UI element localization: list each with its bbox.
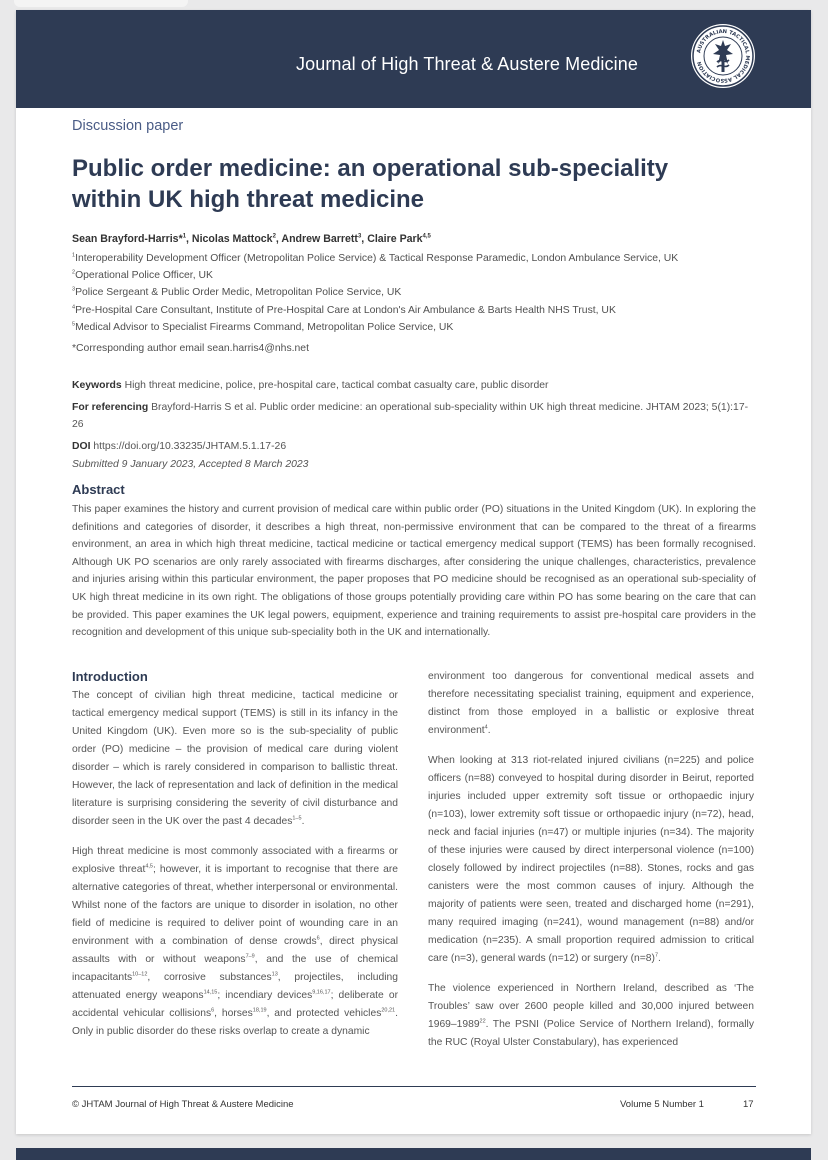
paragraph: The concept of civilian high threat medicine, tactical medicine or tactical emergency medical support (TEMS) is still in its infancy in the United Kingdom (UK). Even more so is the sub-speciality of public order (PO) medicine – the provision of medical care during violent disorder – which is rarely considered in comparison to ballistic threat. However, the lack of representation and lack of definition in the medical literature is surprising considering the severity of civil disturbance and disorder seen in the UK over the past 4 decades$^{1-5}$.	[72, 690, 398, 827]
footer-copyright: © JHTAM Journal of High Threat & Austere Medicine	[72, 1099, 294, 1110]
footer-divider	[72, 1086, 756, 1087]
article-title	[72, 153, 752, 215]
page-number: 17	[743, 1099, 754, 1110]
author-name: Nicolas Mattock	[191, 233, 273, 245]
keywords: Keywords High threat medicine, police, pre-hospital care, tactical combat casualty care, public disorder	[72, 380, 549, 391]
paragraph: When looking at 313 riot-related injured civilians (n=225) and police officers (n=88) conveyed to hospital during disorder in Beirut, reported injuries included upper extremity soft tissue or orthopaedic injury (n=103), lower extremity soft tissue or orthopaedic injury (n=72), head, neck and facial injuries (n=47) or multiple injuries (n=34). The majority of these injuries were caused by direct interpersonal violence (n=100) closely followed by indirect projectiles (n=88). Stones, rocks and gas canisters were the most common causes of injury. Although the majority of patients were seen, treated and discharged home (n=291), many required imaging (n=241), wound management (n=88) and/or medication (n=235). A small proportion required admission to critical care (n=3), general wards (n=12) or surgery (n=8)$^7$.	[428, 755, 754, 964]
footer-volume: Volume 5 Number 1	[620, 1099, 704, 1110]
article-title-line-1: Public order medicine: an operational sub-speciality	[72, 155, 669, 182]
author-list: Sean Brayford-Harris*$^1$, Nicolas Mattock$^2$, Andrew Barrett$^3$, Claire Park$^{4,5}$	[72, 233, 431, 245]
author-name: Claire Park	[367, 233, 423, 245]
referencing: For referencing Brayford-Harris S et al. Public order medicine: an operational sub-speciality within UK high threat medicine. JHTAM 2023; 5(1):17-26	[72, 402, 749, 430]
journal-title: Journal of High Threat & Austere Medicine	[296, 54, 638, 74]
affiliation: $^2$Operational Police Officer, UK	[72, 269, 213, 281]
journal-header	[16, 10, 811, 108]
affiliation: $^1$Interoperability Development Officer (Metropolitan Police Service) & Tactical Response Paramedic, London Ambulance Service, UK	[72, 252, 679, 264]
next-page-header-strip	[16, 1148, 811, 1160]
doi: DOI https://doi.org/10.33235/JHTAM.5.1.17-26	[72, 441, 287, 452]
logo-ring-text: AUSTRALIAN TACTICAL MEDICAL ASSOCIATION	[696, 28, 751, 84]
section-label: Discussion paper	[72, 118, 184, 134]
abstract-heading: Abstract	[72, 482, 125, 497]
abstract-body: This paper examines the history and current provision of medical care within public order (PO) situations in the United Kingdom (UK). In exploring the definitions and categories of disorder, it describes a high threat, non-permissive environment that can be compared to the threat of a firearms environment, an area in which high threat medicine, tactical medicine or tactical emergency medical support (TEMS) has been formally recognised. Although UK PO scenarios are only rarely associated with firearms discharges, after considering the unique challenges, characteristics, prevalence and injuries arising within this particular environment, the paper proposes that PO medicine should be recognised as an operational sub-speciality of UK high threat medicine in its own right. The obligations of those groups potentially providing care within PO has some bearing on the care that can be provided. This paper examines the UK legal powers, equipment, experience and training requirements to assist pre-hospital care providers in the recognition and development of this unique sub-speciality both in the UK and internationally.	[72, 504, 756, 639]
article-title-line-2: within UK high threat medicine	[72, 186, 425, 213]
paragraph: High threat medicine is most commonly associated with a firearms or explosive threat$^{4,5}$; however, it is important to recognise that there are alternative categories of threat, whether interpersonal or environmental. Whilst none of the factors are unique to disorder in isolation, no other field of medicine is required to deliver point of wounding care in an environment with a combination of dense crowds$^6$, direct physical assaults with or without weapons$^{7-9}$, and the use of chemical incapacitants$^{10-12}$, corrosive substances$^{13}$, projectiles, including attenuated energy weapons$^{14,15}$; incendiary devices$^{9,16,17}$; deliberate or accidental vehicular collisions$^6$, horses$^{18,19}$, and protected vehicles$^{20,21}$. Only in public disorder do these risks overlap to create a dynamic	[72, 846, 399, 1037]
submission-dates: Submitted 9 January 2023, Accepted 8 March 2023	[72, 459, 309, 470]
doi-link[interactable]: https://doi.org/10.33235/JHTAM.5.1.17-26	[93, 441, 287, 452]
left-column	[72, 668, 398, 1053]
corresponding-author: *Corresponding author email sean.harris4@nhs.net	[72, 343, 309, 354]
paragraph: The violence experienced in Northern Ireland, described as ‘The Troubles’ saw over 2600 people killed and 30,000 injured between 1969–1989$^{22}$. The PSNI (Police Service of Northern Ireland), formally the RUC (Royal Ulster Constabulary), has experienced	[428, 983, 754, 1048]
author-name: Andrew Barrett	[281, 233, 358, 245]
affiliation: $^4$Pre-Hospital Care Consultant, Institute of Pre-Hospital Care at London's Air Ambulance & Barts Health NHS Trust, UK	[72, 304, 616, 316]
journal-page	[16, 10, 811, 1134]
introduction-heading: Introduction	[72, 669, 148, 684]
association-logo-icon	[691, 24, 755, 88]
right-column	[428, 668, 754, 1064]
affiliation: $^3$Police Sergeant & Public Order Medic, Metropolitan Police Service, UK	[72, 286, 402, 298]
top-strip	[14, 0, 188, 7]
author-name: Sean Brayford-Harris*	[72, 233, 183, 245]
paragraph: environment too dangerous for conventional medical assets and therefore necessitating specialist training, equipment and experience, distinct from those employed in a ballistic or explosive threat environment$^4$.	[428, 671, 754, 736]
affiliation: $^5$Medical Advisor to Specialist Firearms Command, Metropolitan Police Service, UK	[72, 321, 454, 333]
